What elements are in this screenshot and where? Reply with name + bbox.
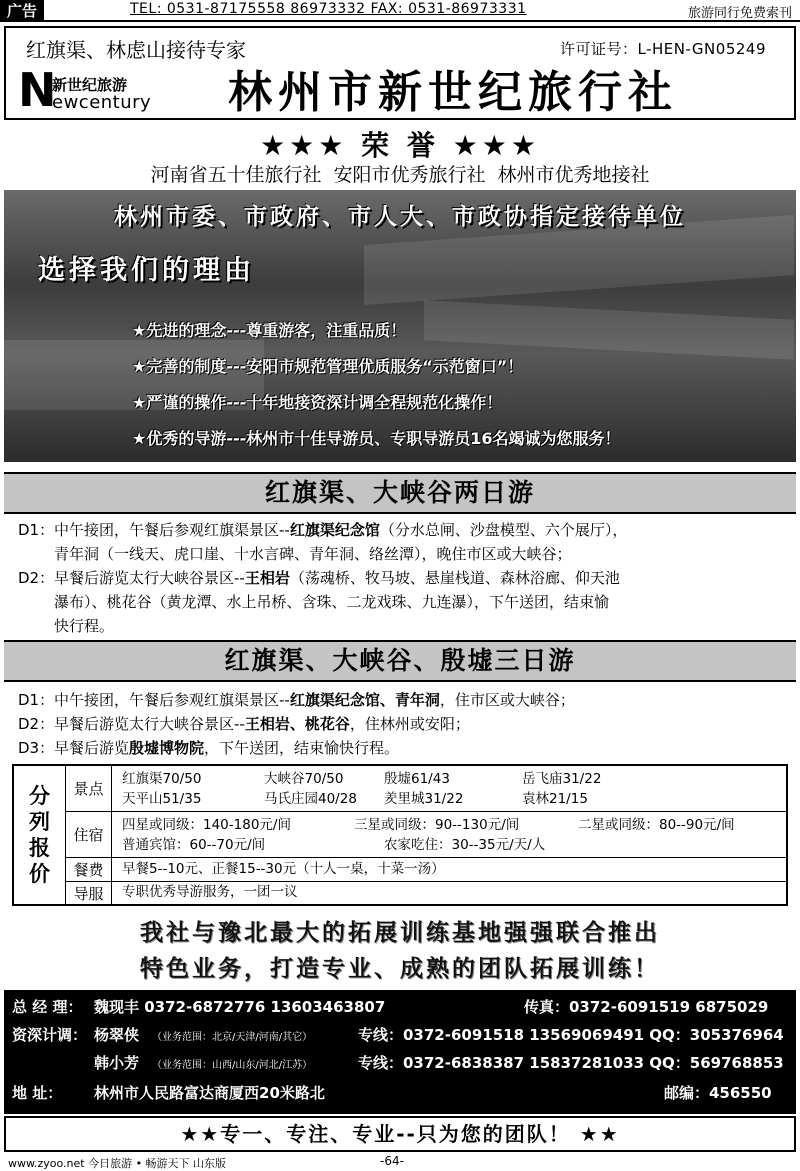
price-cell: 农家吃住：30--35元/天/人 [384, 837, 546, 853]
price-table [12, 764, 788, 906]
price-cell: 红旗渠70/50 [122, 771, 202, 787]
reason-item: ★严谨的操作---十年地接资深计调全程规范化操作！ [132, 393, 503, 412]
reason-item: ★优秀的导游---林州市十佳导游员、专职导游员16名竭诚为您服务！ [132, 429, 621, 448]
row-label: 导服 [66, 882, 112, 904]
footer-site: www.zyoo.net 今日旅游 • 畅游天下 山东版 [8, 1157, 227, 1170]
day-text: 早餐后游览 [54, 739, 130, 757]
contact-block [4, 990, 796, 1114]
rock-texture [424, 300, 794, 359]
planner-scope: （业务范围：北京/天津/河南/其它） [152, 1032, 313, 1043]
price-cell: 二星或同级：80--90元/间 [578, 817, 735, 833]
itinerary-day [18, 688, 788, 712]
logo-letter: N [18, 63, 57, 117]
day-text: 快行程。 [54, 617, 115, 635]
day-highlight: 王相岩 [244, 569, 290, 587]
training-slogan-1: 我社与豫北最大的拓展训练基地强强联合推出 [140, 920, 660, 946]
day-text: 早餐后游览太行大峡谷景区-- [54, 715, 245, 733]
price-cell: 马氏庄园40/28 [264, 791, 357, 807]
day-text: 中午接团，午餐后参观红旗渠景区-- [54, 691, 290, 709]
day-label: D1： [18, 691, 55, 709]
itinerary-day [18, 518, 788, 542]
price-row-attractions [66, 766, 786, 812]
day-text: （分水总闸、沙盘模型、六个展厅）， [379, 521, 628, 539]
zip-code: 邮编：456550 [664, 1084, 772, 1102]
ad-tag: 广告 [0, 0, 44, 22]
price-cell: 殷墟61/43 [384, 771, 450, 787]
price-row-guide [66, 882, 786, 904]
training-slogan-2: 特色业务，打造专业、成熟的团队拓展训练！ [140, 956, 660, 982]
planner-label: 资深计调： [12, 1026, 88, 1044]
label-char: 价 [29, 862, 50, 886]
address: 林州市人民路富达商厦西20米路北 [94, 1084, 325, 1102]
tour1-itinerary [18, 518, 788, 638]
label-char: 报 [29, 836, 50, 860]
logo-en: ewcentury [52, 92, 152, 113]
honor-list: 河南省五十佳旅行社 安阳市优秀旅行社 林州市优秀地接社 [150, 164, 650, 186]
itinerary-day [18, 712, 788, 736]
row-label: 餐费 [66, 858, 112, 881]
page-number: -64- [380, 1154, 404, 1168]
day-text: （荡魂桥、牧马坡、悬崖栈道、森林浴廊、仰天池 [289, 569, 620, 587]
honor-section [4, 122, 796, 188]
tour1-title: 红旗渠、大峡谷两日游 [4, 472, 796, 514]
day-label: D2： [18, 715, 55, 733]
logo-cn: 新世纪旅游 [52, 76, 128, 94]
day-text: 瀑布）、桃花谷（黄龙潭、水上吊桥、含珠、二龙戏珠、九连瀑），下午送团，结束愉 [54, 593, 610, 611]
price-table-label [14, 766, 66, 904]
appointed-unit: 林州市委、市政府、市人大、市政协指定接待单位 [114, 204, 686, 230]
reason-item: ★完善的制度---安阳市规范管理优质服务“示范窗口”！ [132, 357, 524, 376]
planner-line: 专线：0372-6091518 13569069491 QQ：305376964 [358, 1026, 784, 1044]
price-cell: 天平山51/35 [122, 791, 202, 807]
planner-line: 专线：0372-6838387 15837281033 QQ：569768853 [358, 1054, 784, 1072]
reasons-banner [4, 190, 796, 462]
itinerary-day [18, 566, 788, 590]
day-text: 中午接团，午餐后参观红旗渠景区-- [54, 521, 290, 539]
page-footer [0, 1154, 800, 1171]
address-label: 地 址： [12, 1084, 63, 1102]
day-text: 早餐后游览太行大峡谷景区-- [54, 569, 245, 587]
free-catalog-note: 旅游同行免费索刊 [687, 6, 792, 21]
price-cell: 羑里城31/22 [384, 791, 464, 807]
reason-item: ★先进的理念---尊重游客，注重品质！ [132, 321, 407, 340]
day-highlight: 殷墟博物院 [129, 739, 205, 757]
day-text: ，住市区或大峡谷； [439, 691, 575, 709]
planner-name: 杨翠侠 [94, 1026, 140, 1044]
day-label: D2： [18, 569, 55, 587]
day-highlight: 王相岩、桃花谷 [244, 715, 350, 733]
price-cell: 专职优秀导游服务，一团一议 [122, 884, 298, 900]
label-char: 分 [29, 784, 50, 808]
price-cell: 袁林21/15 [522, 791, 588, 807]
reasons-title: 选择我们的理由 [38, 255, 255, 286]
price-cell: 普通宾馆：60--70元/间 [122, 837, 266, 853]
label-char: 列 [29, 810, 50, 834]
day-text: ，下午送团，结束愉快行程。 [204, 739, 400, 757]
publisher-phone: TEL: 0531-87175558 86973332 FAX: 0531-86973331 [130, 1, 527, 17]
day-highlight: 红旗渠纪念馆、青年洞 [289, 691, 440, 709]
day-label: D3： [18, 739, 55, 757]
day-text: ，住林州或安阳； [349, 715, 470, 733]
itinerary-day [18, 736, 788, 760]
gm-label: 总 经 理： [12, 998, 83, 1016]
planner-name: 韩小芳 [94, 1054, 140, 1072]
tour2-itinerary [18, 688, 788, 760]
price-cell: 早餐5--10元、正餐15--30元（十人一桌，十菜一汤） [122, 861, 445, 877]
row-label: 景点 [66, 766, 112, 811]
price-row-lodging [66, 812, 786, 858]
price-cell: 岳飞庙31/22 [522, 771, 602, 787]
honor-title: ★★★ 荣 誉 ★★★ [260, 129, 540, 162]
agency-subtitle: 红旗渠、林虑山接待专家 [26, 38, 246, 62]
day-text: 青年洞（一线天、虎口崖、十水言碑、青年洞、络丝潭），晚住市区或大峡谷； [54, 545, 572, 563]
price-cell: 三星或同级：90--130元/间 [354, 817, 520, 833]
planner-scope: （业务范围：山西/山东/河北/江苏） [152, 1060, 313, 1071]
agency-name: 林州市新世纪旅行社 [228, 67, 678, 118]
price-row-meals [66, 858, 786, 882]
price-cell: 大峡谷70/50 [264, 771, 344, 787]
row-label: 住宿 [66, 812, 112, 857]
gm-contact: 魏现丰 0372-6872776 13603463807 [94, 998, 386, 1016]
tour2-title: 红旗渠、大峡谷、殷墟三日游 [4, 640, 796, 682]
fax: 传真：0372-6091519 6875029 [524, 998, 769, 1016]
price-cell: 四星或同级：140-180元/间 [122, 817, 291, 833]
ad-top-bar [0, 0, 800, 22]
bottom-slogan: ★★专一、专注、专业--只为您的团队！ ★★ [4, 1116, 796, 1152]
license-number: 许可证号：L-HEN-GN05249 [559, 40, 766, 58]
day-highlight: 红旗渠纪念馆 [289, 521, 380, 539]
day-label: D1： [18, 521, 55, 539]
agency-header [4, 26, 796, 120]
